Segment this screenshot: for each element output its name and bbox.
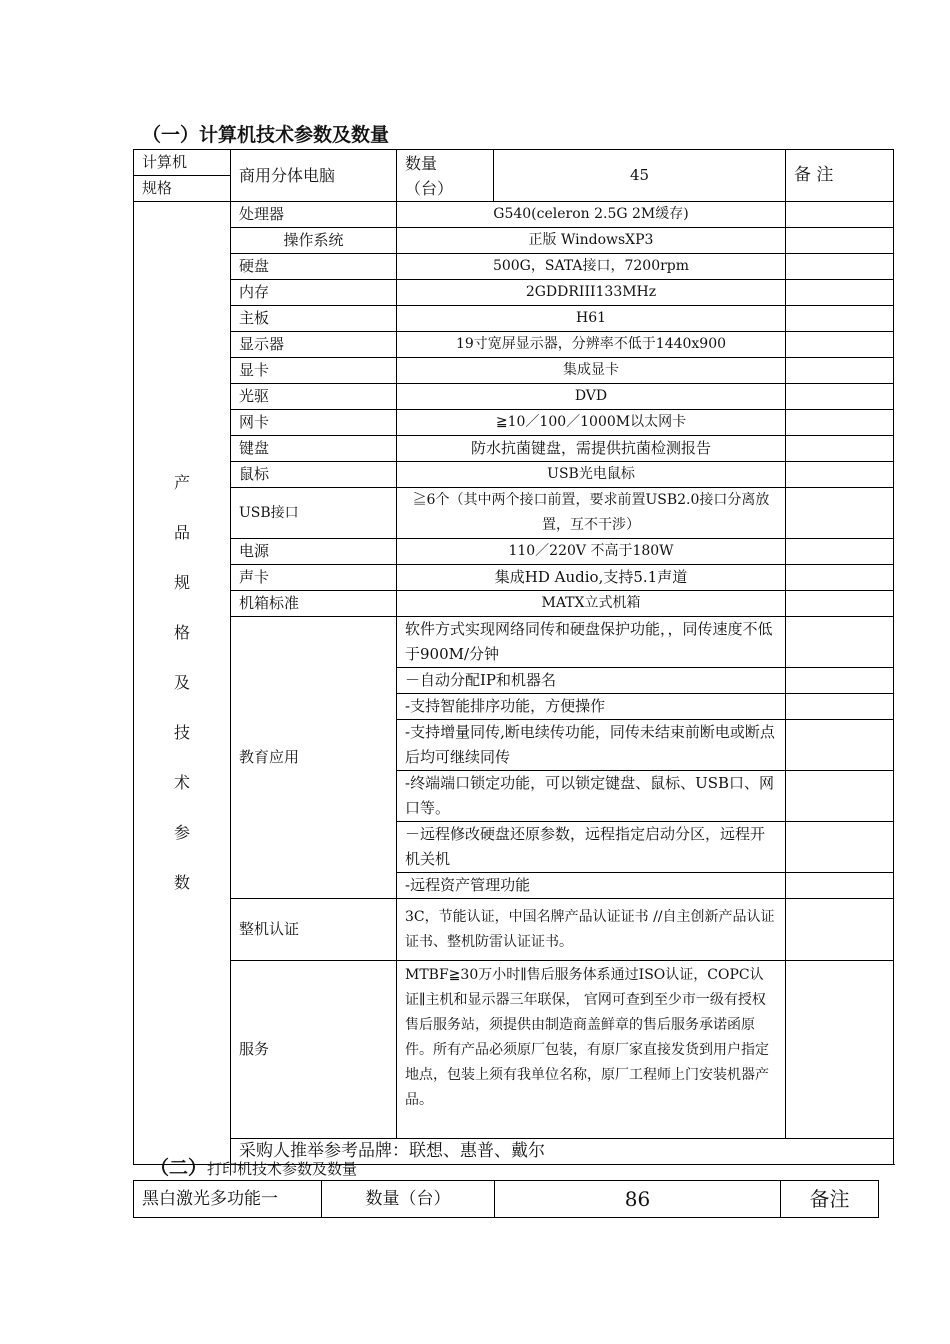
spec-name: 主板 (231, 306, 397, 332)
spec-name: USB接口 (231, 488, 397, 539)
education-label: 教育应用 (231, 617, 397, 899)
section-2-number: （二） (150, 1157, 208, 1179)
section-1-title: （一）计算机技术参数及数量 (142, 124, 390, 146)
spec-value: 2GDDRIII133MHz (397, 280, 786, 306)
printer-qty-label: 数量（台） (322, 1181, 495, 1218)
spec-remark (786, 565, 894, 591)
education-item: －远程修改硬盘还原参数，远程指定启动分区，远程开机关机 (397, 822, 786, 873)
service-value: MTBF≧30万小时∥售后服务体系通过ISO认证，COPC认证∥主机和显示器三年联保， 官网可查到至少市一级有授权售后服务站，须提供由制造商盖鲜章的售后服务承诺函原件。所有产品必须原厂包装，有原厂家直接发货到用户指定地点，包装上须有我单位名称，原厂工程师上门安装机器产品。 (397, 961, 786, 1139)
product-spec-vertical-label: 产 品 规 格 及 技 术 参 数 (134, 202, 231, 1165)
education-remark (786, 694, 894, 720)
spec-remark (786, 228, 894, 254)
spec-name: 声卡 (231, 565, 397, 591)
spec-remark (786, 332, 894, 358)
education-item: －自动分配IP和机器名 (397, 668, 786, 694)
education-item: -支持智能排序功能，方便操作 (397, 694, 786, 720)
printer-remark-label: 备注 (781, 1181, 879, 1218)
spec-name: 显示器 (231, 332, 397, 358)
education-remark (786, 617, 894, 668)
printer-product-name: 黑白激光多功能一 (134, 1181, 322, 1218)
spec-remark (786, 202, 894, 228)
section-2-title (150, 1155, 357, 1182)
spec-remark (786, 488, 894, 539)
spec-value: ≧10／100／1000M以太网卡 (397, 410, 786, 436)
spec-value: 19寸宽屏显示器，分辨率不低于1440x900 (397, 332, 786, 358)
education-item: 软件方式实现网络同传和硬盘保护功能，，同传速度不低于900M/分钟 (397, 617, 786, 668)
spec-name: 硬盘 (231, 254, 397, 280)
printer-qty-value: 86 (495, 1181, 781, 1218)
spec-name: 鼠标 (231, 462, 397, 488)
spec-value: G540(celeron 2.5G 2M缓存) (397, 202, 786, 228)
header-qty-label-line2: （台） (405, 178, 454, 198)
spec-remark (786, 462, 894, 488)
spec-value: MATX立式机箱 (397, 591, 786, 617)
spec-remark (786, 358, 894, 384)
spec-remark (786, 306, 894, 332)
spec-remark (786, 436, 894, 462)
certification-label: 整机认证 (231, 899, 397, 961)
education-item: -支持增量同传,断电续传功能，同传未结束前断电或断点后均可继续同传 (397, 720, 786, 771)
header-label-spec: 规格 (134, 176, 231, 202)
spec-value: 110／220V 不高于180W (397, 539, 786, 565)
printer-spec-table (133, 1180, 879, 1218)
spec-name: 网卡 (231, 410, 397, 436)
recommended-brands: 采购人推举参考品牌：联想、惠普、戴尔 (231, 1139, 894, 1165)
spec-name: 显卡 (231, 358, 397, 384)
certification-value: 3C，节能认证，中国名牌产品认证证书 //自主创新产品认证证书、整机防雷认证证书。 (397, 899, 786, 961)
spec-name: 内存 (231, 280, 397, 306)
education-item: -终端端口锁定功能，可以锁定键盘、鼠标、USB口、网口等。 (397, 771, 786, 822)
header-label-computer: 计算机 (134, 150, 231, 176)
spec-name: 操作系统 (231, 228, 397, 254)
header-qty-label (397, 150, 494, 202)
section-2-title-text: 打印机技术参数及数量 (207, 1160, 358, 1178)
spec-name: 光驱 (231, 384, 397, 410)
header-qty-label-line1: 数量 (405, 153, 438, 173)
spec-remark (786, 410, 894, 436)
spec-name: 机箱标准 (231, 591, 397, 617)
spec-value: ≧6个（其中两个接口前置，要求前置USB2.0接口分离放置，互不干涉） (397, 488, 786, 539)
spec-value: 防水抗菌键盘，需提供抗菌检测报告 (397, 436, 786, 462)
spec-value: 集成显卡 (397, 358, 786, 384)
spec-remark (786, 254, 894, 280)
spec-value: H61 (397, 306, 786, 332)
service-label: 服务 (231, 961, 397, 1139)
spec-value: 500G，SATA接口，7200rpm (397, 254, 786, 280)
education-remark (786, 873, 894, 899)
education-remark (786, 771, 894, 822)
spec-value: 集成HD Audio,支持5.1声道 (397, 565, 786, 591)
certification-remark (786, 899, 894, 961)
service-remark (786, 961, 894, 1139)
computer-spec-table (133, 149, 894, 1165)
header-remark-label: 备 注 (786, 150, 894, 202)
header-product-name: 商用分体电脑 (231, 150, 397, 202)
spec-value: 正版 WindowsXP3 (397, 228, 786, 254)
spec-name: 键盘 (231, 436, 397, 462)
spec-remark (786, 384, 894, 410)
spec-name: 处理器 (231, 202, 397, 228)
education-remark (786, 720, 894, 771)
spec-remark (786, 280, 894, 306)
spec-value: USB光电鼠标 (397, 462, 786, 488)
education-remark (786, 668, 894, 694)
education-item: -远程资产管理功能 (397, 873, 786, 899)
spec-name: 电源 (231, 539, 397, 565)
spec-value: DVD (397, 384, 786, 410)
spec-remark (786, 591, 894, 617)
education-remark (786, 822, 894, 873)
header-qty-value: 45 (494, 150, 786, 202)
spec-remark (786, 539, 894, 565)
